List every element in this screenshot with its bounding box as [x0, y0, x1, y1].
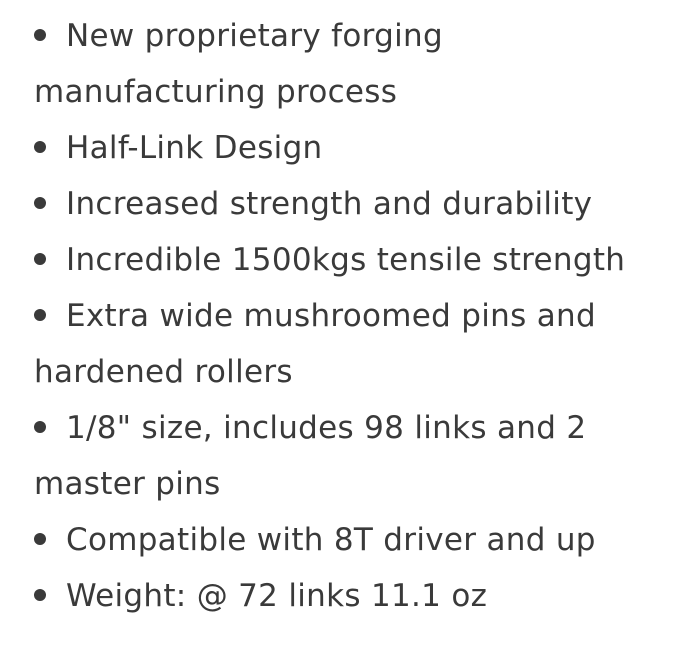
- feature-item-weight: [34, 568, 674, 624]
- feature-item-strength: [34, 176, 674, 232]
- bullet-icon: [34, 141, 46, 153]
- feature-text: Weight: @ 72 links 11.1 oz: [66, 578, 488, 614]
- feature-item-tensile: [34, 232, 674, 288]
- bullet-icon: [34, 421, 46, 433]
- feature-item-half-link: [34, 120, 674, 176]
- feature-list: [34, 8, 674, 624]
- feature-item-forging: [34, 8, 674, 120]
- feature-item-size: [34, 400, 674, 512]
- feature-text: Extra wide mushroomed pins and hardened rollers: [34, 298, 596, 390]
- feature-text: New proprietary forging manufacturing process: [34, 18, 443, 110]
- feature-item-pins: [34, 288, 674, 400]
- feature-text: 1/8" size, includes 98 links and 2 master pins: [34, 410, 587, 502]
- bullet-icon: [34, 589, 46, 601]
- feature-text: Increased strength and durability: [66, 186, 593, 222]
- bullet-icon: [34, 309, 46, 321]
- feature-text: Half-Link Design: [66, 130, 323, 166]
- bullet-icon: [34, 197, 46, 209]
- bullet-icon: [34, 533, 46, 545]
- feature-text: Compatible with 8T driver and up: [66, 522, 596, 558]
- feature-text: Incredible 1500kgs tensile strength: [66, 242, 626, 278]
- bullet-icon: [34, 29, 46, 41]
- bullet-icon: [34, 253, 46, 265]
- feature-item-compatibility: [34, 512, 674, 568]
